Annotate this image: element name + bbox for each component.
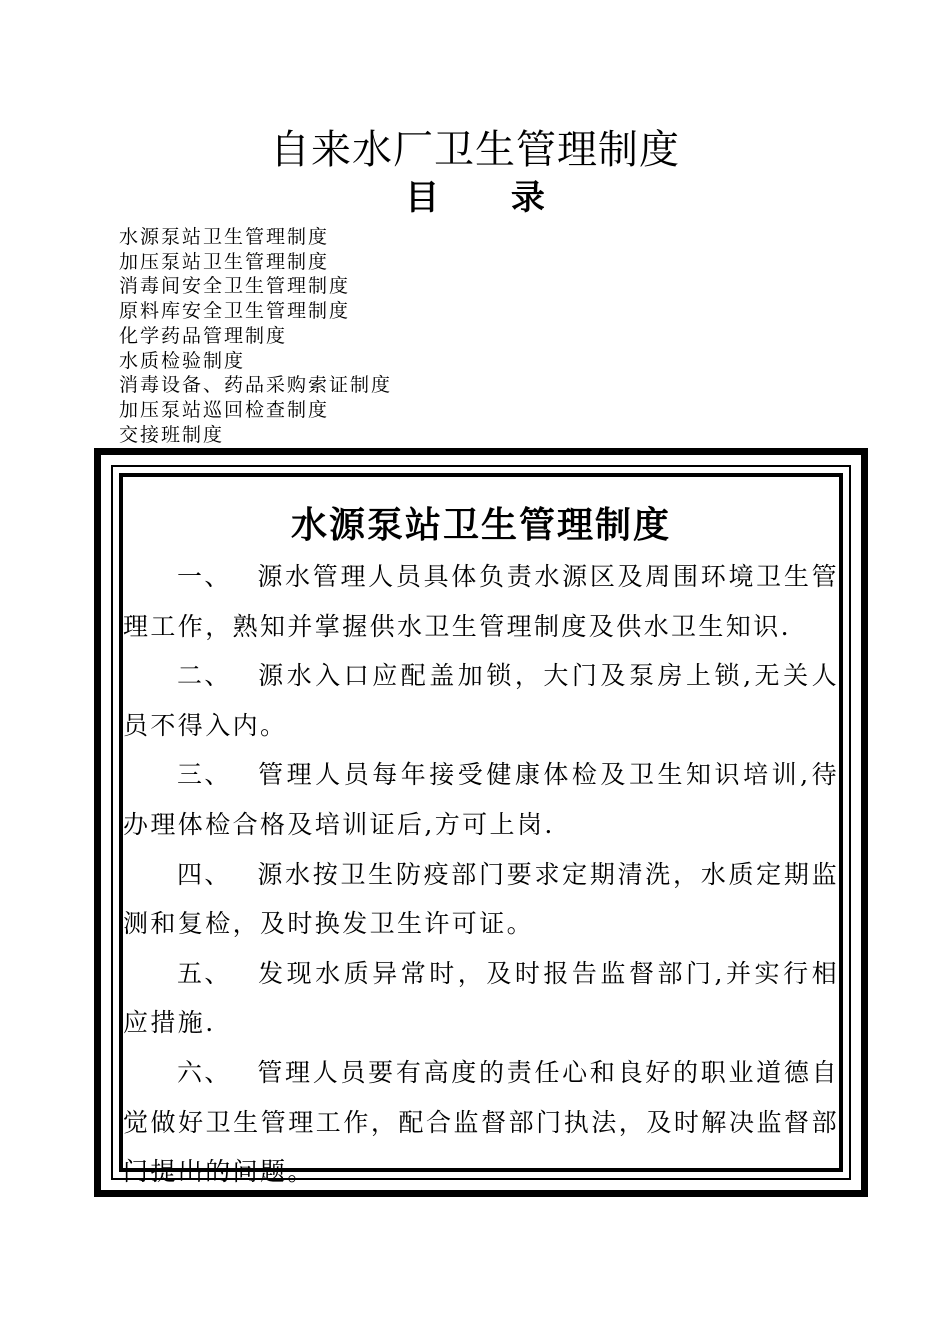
- rule-item: [123, 552, 839, 651]
- rule-text: 源水管理人员具体负责水源区及周围环境卫生管理工作，熟知并掌握供水卫生管理制度及供水卫生知识.: [123, 562, 839, 641]
- toc-item: 化学药品管理制度: [119, 324, 288, 347]
- rule-item: [123, 750, 839, 849]
- rule-number: 五、: [177, 958, 232, 988]
- rule-item: [123, 949, 839, 1048]
- document-title: 自来水厂卫生管理制度: [270, 127, 680, 173]
- section-frame: [94, 448, 868, 1197]
- toc-item: 消毒设备、药品采购索证制度: [119, 374, 393, 397]
- frame-border-inner: [119, 473, 843, 1187]
- toc-item: 水源泵站卫生管理制度: [119, 226, 330, 248]
- toc-item: 原料库安全卫生管理制度: [119, 300, 351, 323]
- table-of-contents: [119, 225, 392, 447]
- rule-text: 源水入口应配盖加锁，大门及泵房上锁,无关人员不得入内。: [123, 661, 839, 740]
- toc-item: 交接班制度: [119, 423, 225, 446]
- rule-number: 二、: [177, 661, 232, 691]
- toc-item: 消毒间安全卫生管理制度: [119, 275, 351, 298]
- rule-item: [123, 850, 839, 949]
- rule-number: 三、: [177, 760, 232, 790]
- toc-item: 加压泵站卫生管理制度: [119, 250, 330, 273]
- rule-text: 源水按卫生防疫部门要求定期清洗，水质定期监测和复检，及时换发卫生许可证。: [123, 859, 839, 939]
- toc-item: 加压泵站巡回检查制度: [119, 398, 330, 421]
- toc-item: 水质检验制度: [119, 349, 246, 372]
- rule-text: 管理人员每年接受健康体检及卫生知识培训,待办理体检合格及培训证后,方可上岗.: [123, 760, 839, 839]
- rules-list: [123, 552, 839, 1197]
- toc-heading: 目 录: [405, 178, 575, 218]
- frame-border-middle: [111, 465, 851, 1187]
- rule-text: 发现水质异常时，及时报告监督部门,并实行相应措施.: [123, 958, 839, 1038]
- rule-number: 四、: [177, 859, 232, 889]
- rule-item: [123, 651, 839, 750]
- rule-item: [123, 1048, 839, 1197]
- section-title: 水源泵站卫生管理制度: [290, 504, 671, 546]
- rule-text: 管理人员要有高度的责任心和良好的职业道德自觉做好卫生管理工作，配合监督部门执法，及时解决监督部门提出的问题。: [123, 1057, 839, 1187]
- rule-number: 六、: [177, 1057, 232, 1087]
- rule-number: 一、: [177, 562, 232, 591]
